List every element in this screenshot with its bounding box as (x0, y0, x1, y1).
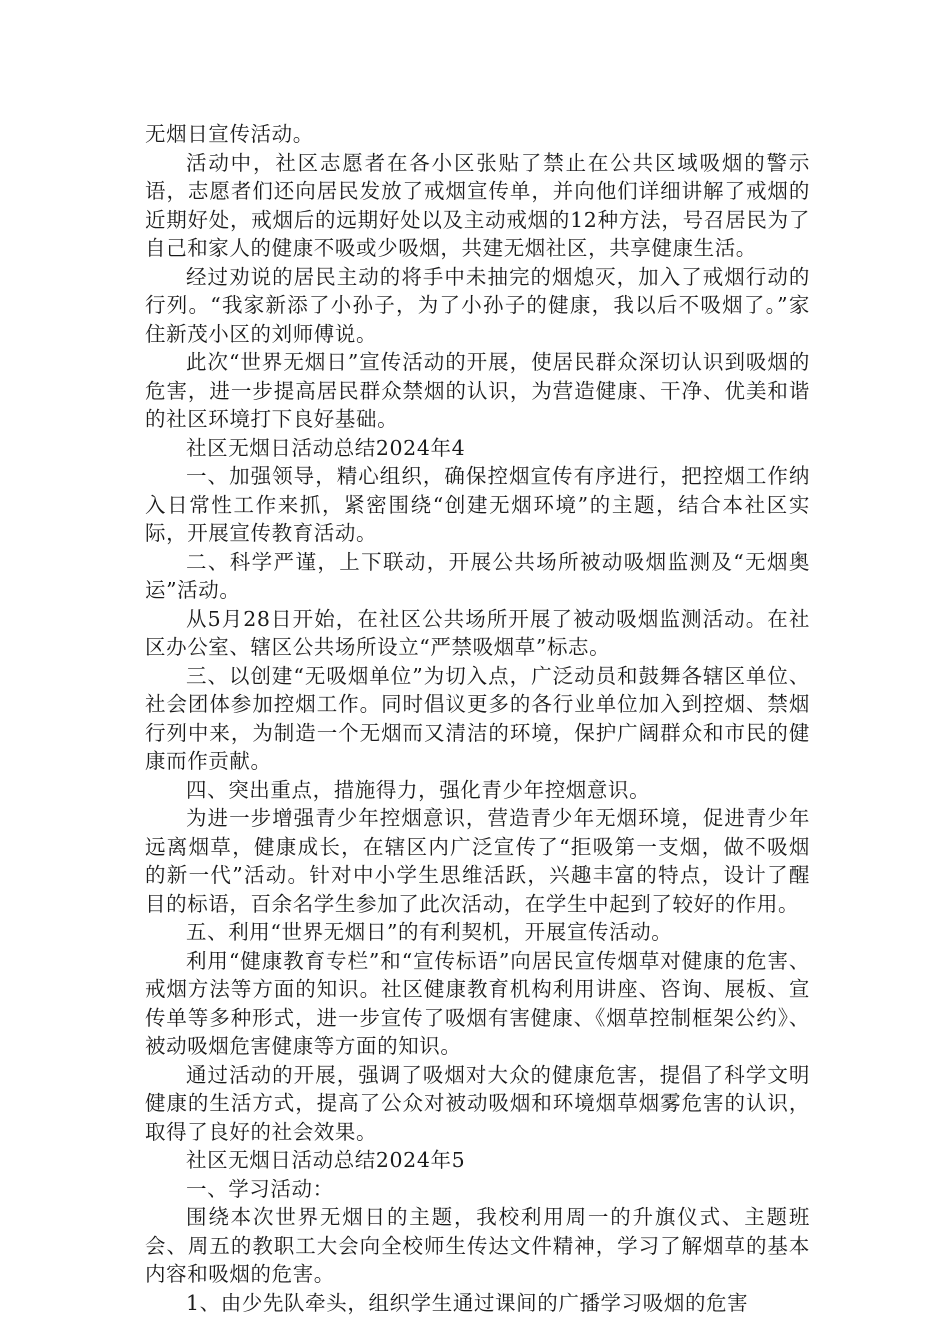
paragraph: 一、加强领导，精心组织，确保控烟宣传有序进行，把控烟工作纳入日常性工作来抓，紧密围绕“创建无烟环境”的主题，结合本社区实际，开展宣传教育活动。 (145, 464, 810, 545)
section-heading: 社区无烟日活动总结2024年5 (186, 1148, 466, 1172)
paragraph: 无烟日宣传活动。 (145, 122, 314, 146)
paragraph: 经过劝说的居民主动的将手中未抽完的烟熄灭，加入了戒烟行动的行列。“我家新添了小孙子，为了小孙子的健康，我以后不吸烟了。”家住新茂小区的刘师傅说。 (145, 264, 810, 346)
paragraph: 活动中，社区志愿者在各小区张贴了禁止在公共区域吸烟的警示语，志愿者们还向居民发放了戒烟宣传单，并向他们详细讲解了戒烟的近期好处，戒烟后的远期好处以及主动戒烟的12种方法，号召居民为了自己和家人的健康不吸或少吸烟，共建无烟社区，共享健康生活。 (145, 150, 810, 260)
paragraph: 五、利用“世界无烟日”的有利契机，开展宣传活动。 (186, 920, 673, 944)
section-heading: 社区无烟日活动总结2024年4 (186, 435, 466, 460)
paragraph: 二、科学严谨，上下联动，开展公共场所被动吸烟监测及“无烟奥运”活动。 (145, 549, 810, 602)
paragraph: 利用“健康教育专栏”和“宣传标语”向居民宣传烟草对健康的危害、戒烟方法等方面的知识。社区健康教育机构利用讲座、咨询、展板、宣传单等多种形式，进一步宣传了吸烟有害健康、《烟草控制框架公约》、被动吸烟危害健康等方面的知识。 (145, 948, 810, 1058)
paragraph: 一、学习活动： (186, 1176, 334, 1201)
document-body (145, 120, 810, 1317)
paragraph: 1、由少先队牵头，组织学生通过课间的广播学习吸烟的危害 (186, 1290, 749, 1315)
paragraph: 围绕本次世界无烟日的主题，我校利用周一的升旗仪式、主题班会、周五的教职工大会向全校师生传达文件精神，学习了解烟草的基本内容和吸烟的危害。 (145, 1205, 810, 1286)
paragraph: 四、突出重点，措施得力，强化青少年控烟意识。 (186, 777, 651, 802)
paragraph: 此次“世界无烟日”宣传活动的开展，使居民群众深切认识到吸烟的危害，进一步提高居民群众禁烟的认识，为营造健康、干净、优美和谐的社区环境打下良好基础。 (145, 350, 810, 431)
paragraph: 从5月28日开始，在社区公共场所开展了被动吸烟监测活动。在社区办公室、辖区公共场所设立“严禁吸烟草”标志。 (145, 606, 810, 659)
paragraph: 三、以创建“无吸烟单位”为切入点，广泛动员和鼓舞各辖区单位、社会团体参加控烟工作。同时倡议更多的各行业单位加入到控烟、禁烟行列中来，为制造一个无烟而又清洁的环境，保护广阔群众和市民的健康而作贡献。 (145, 663, 810, 773)
paragraph: 通过活动的开展，强调了吸烟对大众的健康危害，提倡了科学文明健康的生活方式，提高了公众对被动吸烟和环境烟草烟雾危害的认识，取得了良好的社会效果。 (145, 1062, 810, 1144)
paragraph: 为进一步增强青少年控烟意识，营造青少年无烟环境，促进青少年远离烟草，健康成长，在辖区内广泛宣传了“拒吸第一支烟，做不吸烟的新一代”活动。针对中小学生思维活跃，兴趣丰富的特点，设计了醒目的标语，百余名学生参加了此次活动，在学生中起到了较好的作用。 (145, 806, 810, 916)
